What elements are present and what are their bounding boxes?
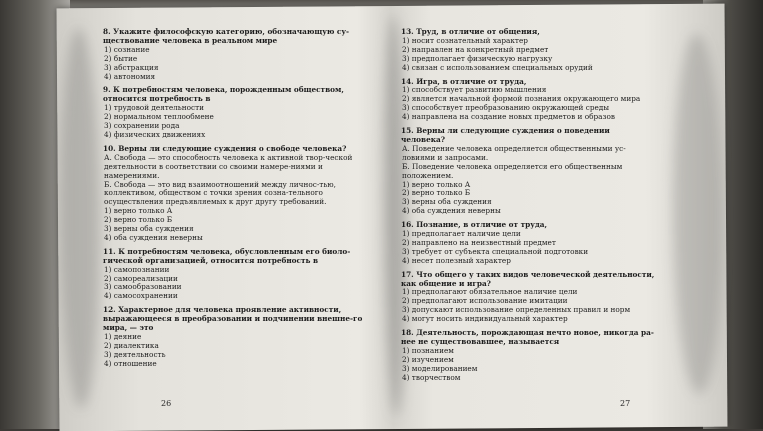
answer-option: 3) сохранении рода	[104, 121, 180, 131]
answer-option: 4) направлена на создание новых предметов и образов	[402, 112, 615, 122]
question-title: 12. Характерное для человека проявление активности, выражающееся в преобразовании и подчинении внешне-го мира, — это	[103, 305, 363, 333]
answer-option: 1) сознание	[104, 44, 150, 54]
right-page-text	[401, 28, 655, 388]
answer-option: 4) оба суждения неверны	[402, 206, 501, 216]
answer-option: 4) физических движениях	[104, 129, 206, 139]
toner-smudge	[672, 34, 725, 394]
answer-option: 3) предполагает физическую нагрузку	[402, 53, 553, 63]
answer-option: 1) предполагают обязательное наличие цели	[402, 287, 578, 297]
left-page-text	[103, 28, 365, 374]
question-block	[401, 329, 655, 382]
question-statement: Б. Поведение человека определяется его общественным положением.	[402, 161, 623, 180]
answer-option: 2) самореализации	[104, 273, 178, 283]
question-statement: Б. Свобода — это вид взаимоотношений между личнос-тью, коллективом, обществом с точки зрения созна-тельного осуществления предъявляемых к друг другу требований.	[104, 179, 336, 207]
question-title: 16. Познание, в отличие от труда,	[401, 220, 548, 230]
question-block	[103, 306, 365, 368]
answer-option: 3) требует от субъекта специальной подготовки	[402, 246, 589, 256]
question-block	[103, 86, 365, 139]
answer-option: 2) нормальном теплообмене	[104, 112, 214, 122]
question-title: 8. Укажите философскую категорию, обозначающую су-ществование человека в реальном мире	[103, 27, 350, 45]
answer-option: 3) деятельность	[104, 349, 166, 359]
answer-option: 2) направлено на неизвестный предмет	[402, 237, 556, 247]
question-block	[103, 248, 365, 301]
answer-option: 4) творчеством	[402, 372, 461, 382]
answer-option: 3) абстракция	[104, 62, 159, 72]
answer-option: 1) самопознании	[104, 264, 170, 274]
question-block	[103, 145, 365, 243]
answer-option: 4) самосохранении	[104, 291, 178, 301]
answer-option: 4) автономия	[104, 71, 156, 81]
answer-option: 1) деяние	[104, 332, 142, 341]
question-title: 9. К потребностям человека, порожденным обществом, относится потребность в	[103, 85, 344, 104]
toner-smudge	[59, 28, 102, 408]
answer-option: 3) верны оба суждения	[104, 224, 194, 234]
answer-option: 1) предполагает наличие цели	[402, 229, 521, 239]
question-title: 10. Верны ли следующие суждения о свободе человека?	[103, 143, 347, 153]
answer-option: 2) является начальной формой познания окружающего мира	[402, 94, 641, 104]
answer-option: 2) диалектика	[104, 340, 159, 350]
answer-option: 2) верно только Б	[402, 188, 471, 198]
question-title: 13. Труд, в отличие от общения,	[401, 27, 540, 36]
answer-option: 2) бытие	[104, 53, 138, 63]
question-title: 18. Деятельность, порождающая нечто новое, никогда ра-нее не существовавшее, называется	[401, 328, 654, 346]
question-block	[401, 28, 655, 73]
answer-option: 1) познанием	[402, 345, 454, 355]
answer-option: 3) самообразовании	[104, 282, 182, 292]
answer-option: 4) оба суждения неверны	[104, 232, 203, 242]
question-statement: А. Свобода — это способность человека к активной твор-ческой деятельности в соответствии со своими намере-ниями и намерениями.	[104, 152, 353, 180]
question-block	[103, 28, 365, 81]
answer-option: 3) способствует преобразованию окружающей среды	[402, 103, 610, 113]
answer-option: 1) трудовой деятельности	[104, 103, 205, 113]
question-title: 17. Что общего у таких видов человеческой деятельности, как общение и игра?	[401, 269, 655, 288]
answer-option: 3) моделированием	[402, 363, 478, 373]
answer-option: 3) верны оба суждения	[402, 197, 492, 207]
answer-option: 3) допускают использование определенных правил и норм	[402, 305, 631, 315]
left-page-number: 26	[161, 399, 172, 408]
answer-option: 2) верно только Б	[104, 215, 173, 225]
question-block	[401, 78, 655, 123]
answer-option: 4) несет полезный характер	[402, 255, 511, 265]
answer-option: 1) носит сознательный характер	[402, 35, 528, 45]
question-statement: А. Поведение человека определяется общественными ус-ловиями и запросами.	[402, 143, 626, 162]
question-block	[401, 221, 655, 266]
answer-option: 4) связан с использованием специальных орудий	[402, 62, 593, 72]
answer-option: 4) отношение	[104, 358, 157, 368]
answer-option: 1) верно только А	[402, 179, 471, 189]
right-page-number: 27	[620, 399, 631, 408]
question-title: 15. Верны ли следующие суждения о поведении человека?	[401, 126, 610, 144]
answer-option: 2) направлен на конкретный предмет	[402, 44, 549, 54]
question-title: 14. Игра, в отличие от труда,	[401, 76, 527, 86]
answer-option: 2) изучением	[402, 354, 454, 364]
answer-option: 1) способствует развитию мышления	[402, 85, 547, 95]
question-title: 11. К потребностям человека, обусловленным его биоло-гической организацией, относится потребность в	[103, 246, 351, 265]
answer-option: 1) верно только А	[104, 206, 173, 216]
question-block	[401, 127, 655, 216]
answer-option: 2) предполагают использование имитации	[402, 296, 568, 306]
question-block	[401, 271, 655, 324]
answer-option: 4) могут носить индивидуальный характер	[402, 314, 568, 324]
